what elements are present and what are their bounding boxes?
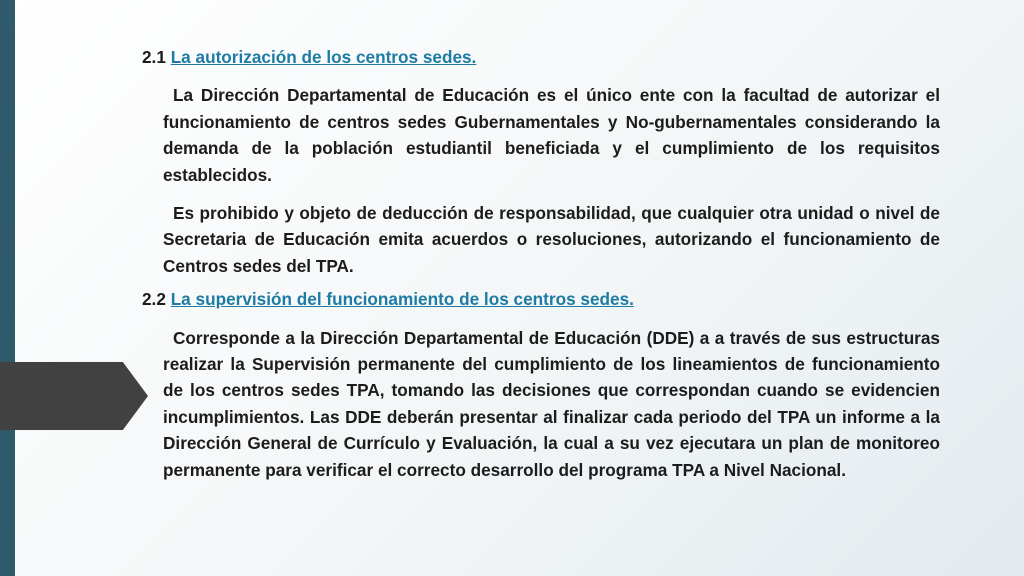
section-1-number: 2.1 <box>142 47 166 67</box>
left-accent-bar <box>0 0 15 576</box>
section-1-paragraph-2: Es prohibido y objeto de deducción de responsabilidad, que cualquier otra unidad o nivel de Secretaria de Educación emita acuerdos o resoluciones, autorizando el funcionamiento de Centros sedes del TPA. <box>163 203 940 276</box>
section-1-title-link[interactable]: La autorización de los centros sedes. <box>170 47 477 67</box>
section-2-number: 2.2 <box>142 289 166 310</box>
section-1-paragraph-1: La Dirección Departamental de Educación es el único ente con la facultad de autorizar el funcionamiento de centros sedes Gubernamentales y No-gubernamentales considerando la demanda de la población estudiantil beneficiada y el cumplimiento de los requisitos establecidos. <box>163 85 940 185</box>
slide-content <box>142 44 940 483</box>
arrow-shape <box>0 362 148 430</box>
section-2-heading <box>142 286 940 312</box>
section-2-title-link[interactable]: La supervisión del funcionamiento de los centros sedes. <box>170 289 634 310</box>
section-2-paragraph-1: Corresponde a la Dirección Departamental de Educación (DDE) a a través de sus estructuras realizar la Supervisión permanente del cumplimiento de los lineamientos de funcionamiento de los centros sedes TPA, tomando las decisiones que correspondan cuando se evidencien incumplimientos. Las DDE deberán presentar al finalizar cada periodo del TPA un informe a la Dirección General de Currículo y Evaluación, la cual a su vez ejecutara un plan de monitoreo permanente para verificar el correcto desarrollo del programa TPA a Nivel Nacional. <box>163 327 940 480</box>
section-1-heading <box>142 44 940 70</box>
